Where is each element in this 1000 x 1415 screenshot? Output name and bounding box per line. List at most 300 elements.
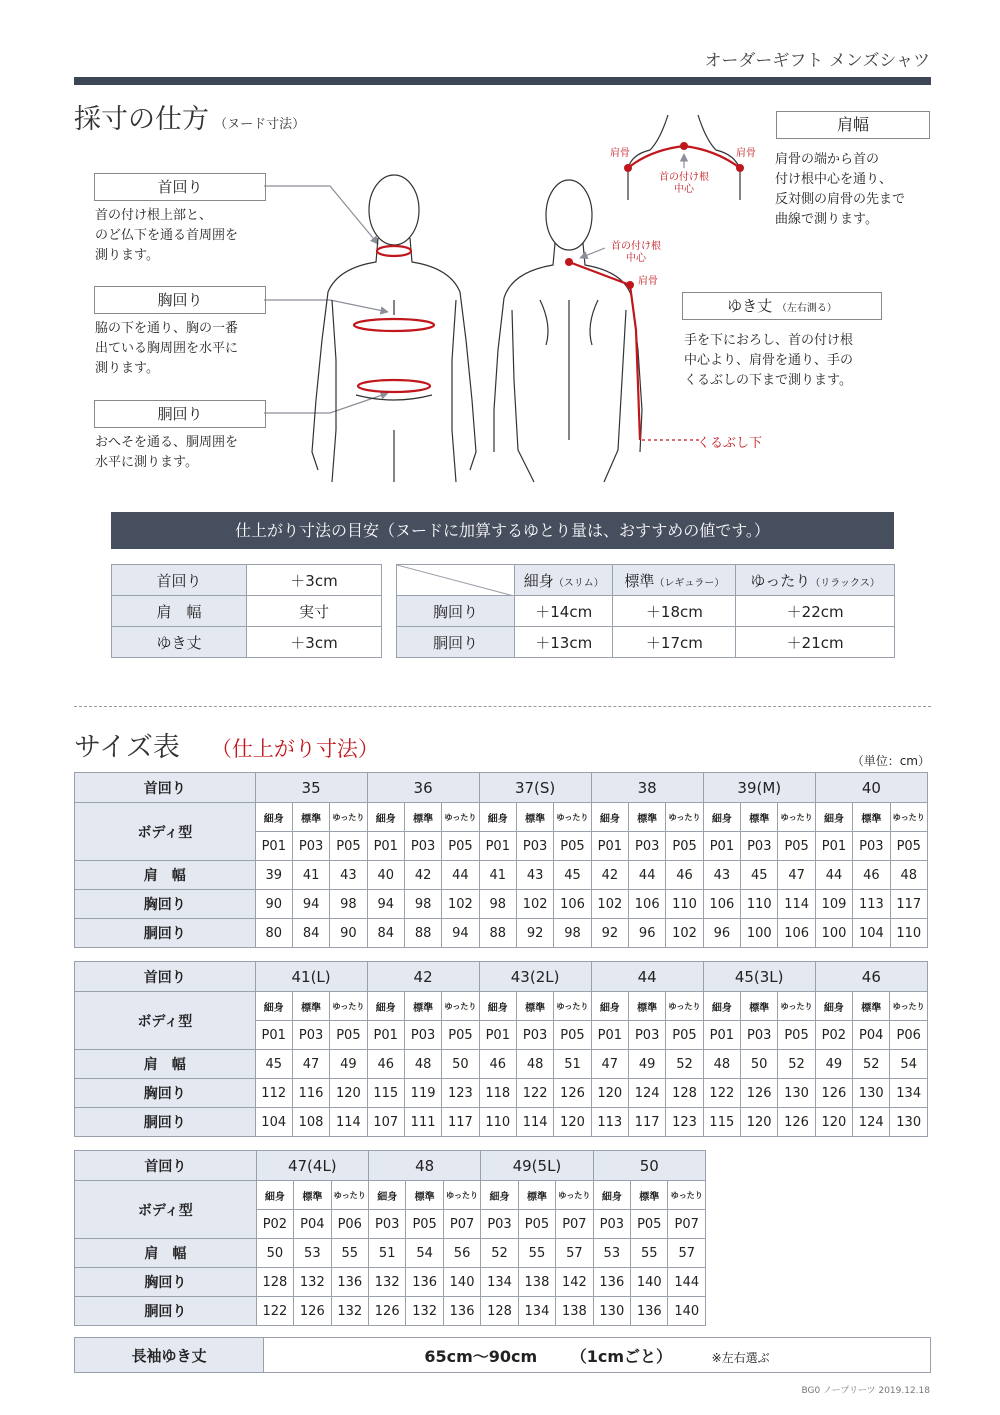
size-header: 43(2L) [479,962,591,992]
waist-value-cell: 132 [331,1297,368,1326]
sleeve-length-row [75,1338,931,1373]
chest-value-cell: 132 [294,1268,331,1297]
body-type-cell: ゆったり [331,1181,368,1210]
waist-value-cell: 138 [556,1297,593,1326]
guide-left-table [111,564,382,658]
waist-value-cell: 130 [593,1297,630,1326]
body-code-cell: P05 [778,1021,815,1050]
measure-subtitle: （ヌード寸法） [214,117,306,132]
size-row-neck [75,773,928,803]
shoulder-value-cell: 57 [556,1239,593,1268]
shoulder-value-cell: 40 [367,861,404,890]
waist-value-cell: 102 [666,919,703,948]
body-code-cell: P05 [518,1210,555,1239]
chest-value-cell: 128 [256,1268,293,1297]
size-header: 42 [367,962,479,992]
guide-right-cell: ＋17cm [613,627,736,658]
chest-label-box: 胸回り [94,286,266,314]
shoulder-value-cell: 43 [516,861,553,890]
shoulder-value-cell: 52 [778,1050,815,1079]
shoulder-value-cell: 43 [703,861,740,890]
neck-desc-line: のど仏下を通る首周囲を [95,228,239,243]
body-type-cell: 標準 [294,1181,331,1210]
body-type-cell: 細身 [368,1181,405,1210]
shoulder-value-cell: 53 [593,1239,630,1268]
guide-right-row [397,627,895,658]
body-code-cell: P03 [628,1021,665,1050]
neck-center-top-dot [680,142,688,150]
shoulder-value-cell: 49 [628,1050,665,1079]
body-type-cell: 細身 [703,803,740,832]
shoulder-value-cell: 48 [890,861,927,890]
body-type-cell: 細身 [703,992,740,1021]
neck-center-dot [565,258,573,266]
body-code-cell: P07 [668,1210,706,1239]
waist-desc-line: 水平に測ります。 [95,455,198,470]
shoulder-value-cell: 52 [481,1239,518,1268]
body-type-cell: ゆったり [666,992,703,1021]
body-code-cell: P01 [479,1021,516,1050]
chest-value-cell: 126 [815,1079,852,1108]
chest-value-cell: 130 [778,1079,815,1108]
size-row-label: 胸回り [75,890,256,919]
shoulder-left-dot [624,164,632,172]
size-row-label: 胸回り [75,1268,257,1297]
body-figures-illustration [0,0,1000,500]
body-code-cell: P06 [331,1210,368,1239]
body-code-cell: P01 [591,1021,628,1050]
body-type-cell: 標準 [853,803,890,832]
sleeve-length-note: ※左右選ぶ [711,1350,770,1365]
waist-value-cell: 100 [815,919,852,948]
guide-row-value: ＋3cm [247,565,382,596]
waist-value-cell: 107 [367,1108,404,1137]
shoulder-value-cell: 55 [518,1239,555,1268]
shoulder-value-cell: 57 [668,1239,706,1268]
chest-value-cell: 132 [368,1268,405,1297]
sleeve-label-note: （左右測る） [776,303,837,314]
guide-row [112,627,382,658]
waist-value-cell: 114 [516,1108,553,1137]
chest-value-cell: 140 [443,1268,480,1297]
shoulder-value-cell: 46 [853,861,890,890]
size-row-chest [75,890,928,919]
body-type-cell: 標準 [516,803,553,832]
chest-value-cell: 134 [481,1268,518,1297]
body-type-cell: 標準 [629,803,666,832]
body-type-cell: ゆったり [778,992,815,1021]
guide-col-regular [613,565,736,596]
size-title: サイズ表 [74,732,180,763]
body-type-cell: ゆったり [556,1181,593,1210]
chest-value-cell: 124 [628,1079,665,1108]
body-type-cell: 標準 [628,992,665,1021]
chest-value-cell: 140 [631,1268,668,1297]
body-type-cell: ゆったり [554,992,591,1021]
shoulder-bone-left-label: 肩骨 [610,148,630,159]
body-code-cell: P03 [629,832,666,861]
body-type-cell: 細身 [815,803,852,832]
chest-value-cell: 119 [404,1079,441,1108]
waist-value-cell: 94 [442,919,479,948]
body-code-cell: P03 [368,1210,405,1239]
waist-pointer-line [264,393,388,413]
size-header: 37(S) [479,773,591,803]
size-table [74,772,928,948]
waist-value-cell: 92 [591,919,628,948]
body-type-cell: 標準 [292,803,329,832]
shoulder-value-cell: 54 [406,1239,443,1268]
shoulder-value-cell: 39 [255,861,292,890]
size-header: 44 [591,962,703,992]
sleeve-length-value [264,1338,931,1373]
size-header: 41(L) [255,962,367,992]
shoulder-value-cell: 50 [442,1050,479,1079]
waist-value-cell: 122 [256,1297,293,1326]
chest-value-cell: 136 [593,1268,630,1297]
chest-value-cell: 116 [292,1079,329,1108]
chest-value-cell: 120 [330,1079,367,1108]
body-type-cell: 細身 [367,992,404,1021]
body-code-cell: P07 [443,1210,480,1239]
neck-label-box: 首回り [94,173,266,201]
shoulder-desc-line: 肩骨の端から首の [775,152,880,167]
body-code-cell: P06 [890,1021,928,1050]
sleeve-desc-line: くるぶしの下まで測ります。 [684,373,852,388]
guide-right-header-row [397,565,895,596]
guide-banner: 仕上がり寸法の目安（ヌードに加算するゆとり量は、おすすめの値です。） [111,512,894,549]
shoulder-value-cell: 44 [442,861,479,890]
size-header: 49(5L) [481,1151,593,1181]
body-code-cell: P03 [292,1021,329,1050]
body-type-cell: ゆったり [778,803,815,832]
guide-right-row-label: 胴回り [397,627,515,658]
waist-value-cell: 132 [406,1297,443,1326]
guide-corner-cell [397,565,515,596]
diagonal-line [397,565,514,596]
waist-value-cell: 124 [853,1108,890,1137]
body-code-cell: P05 [330,832,367,861]
body-code-cell: P03 [593,1210,630,1239]
sleeve-length-range: 65cm〜90cm [424,1346,538,1366]
size-row-label: 胴回り [75,919,256,948]
size-row-waist [75,1108,928,1137]
waist-value-cell: 126 [778,1108,815,1137]
chest-value-cell: 102 [442,890,479,919]
shoulder-value-cell: 44 [815,861,852,890]
waist-value-cell: 84 [292,919,329,948]
body-code-cell: P05 [666,1021,703,1050]
chest-value-cell: 136 [406,1268,443,1297]
waist-value-cell: 128 [481,1297,518,1326]
body-code-cell: P01 [367,832,404,861]
size-row-label: 首回り [75,962,256,992]
size-row-chest [75,1079,928,1108]
col-main: 細身 [523,571,554,590]
body-code-cell: P01 [479,832,516,861]
col-sub: （スリム） [553,577,604,589]
size-header: 50 [593,1151,705,1181]
waist-value-cell: 98 [554,919,591,948]
body-code-cell: P01 [255,1021,292,1050]
body-type-cell: 細身 [256,1181,293,1210]
waist-value-cell: 136 [631,1297,668,1326]
chest-value-cell: 109 [815,890,852,919]
shoulder-value-cell: 42 [591,861,628,890]
shoulder-value-cell: 52 [853,1050,890,1079]
waist-value-cell: 96 [703,919,740,948]
size-row-shoulder [75,1239,706,1268]
shoulder-value-cell: 49 [815,1050,852,1079]
neck-desc-line: 測ります。 [95,248,159,263]
chest-value-cell: 122 [516,1079,553,1108]
chest-value-cell: 98 [404,890,441,919]
waist-value-cell: 123 [666,1108,703,1137]
guide-row-value: ＋3cm [247,627,382,658]
body-code-cell: P02 [256,1210,293,1239]
chest-value-cell: 94 [292,890,329,919]
shoulder-value-cell: 41 [292,861,329,890]
body-code-cell: P01 [591,832,628,861]
neck-center-top-label [648,172,720,196]
body-type-cell: 細身 [479,803,516,832]
guide-row-label: 肩 幅 [112,596,247,627]
size-row-label: 肩 幅 [75,1239,257,1268]
waist-value-cell: 106 [778,919,815,948]
chest-value-cell: 98 [479,890,516,919]
shoulder-value-cell: 47 [292,1050,329,1079]
size-header: 40 [815,773,927,803]
body-type-cell: ゆったり [443,1181,480,1210]
body-type-cell: 標準 [518,1181,555,1210]
chest-value-cell: 106 [554,890,591,919]
body-type-cell: 標準 [292,992,329,1021]
chest-value-cell: 126 [741,1079,778,1108]
size-row-label: 肩 幅 [75,1050,256,1079]
chest-value-cell: 122 [703,1079,740,1108]
front-body-figure [312,175,476,482]
chest-value-cell: 144 [668,1268,706,1297]
guide-row [112,596,382,627]
size-row-label: 首回り [75,1151,257,1181]
waist-value-cell: 113 [591,1108,628,1137]
size-table [74,961,928,1137]
shoulder-label-box: 肩幅 [776,111,930,139]
waist-value-cell: 120 [815,1108,852,1137]
wrist-label: くるぶし下 [697,436,763,451]
body-code-cell: P03 [404,832,441,861]
shoulder-desc-line: 曲線で測ります。 [775,212,878,227]
chest-value-cell: 94 [367,890,404,919]
body-code-cell: P05 [554,1021,591,1050]
neck-center-back-line: 中心 [626,253,646,264]
body-code-cell: P04 [853,1021,890,1050]
waist-value-cell: 136 [443,1297,480,1326]
body-code-cell: P03 [481,1210,518,1239]
shoulder-value-cell: 55 [331,1239,368,1268]
sleeve-length-table [74,1337,931,1373]
waist-value-cell: 110 [890,919,927,948]
shoulder-value-cell: 48 [516,1050,553,1079]
waist-value-cell: 92 [516,919,553,948]
chest-measure-ring [354,319,434,331]
body-type-cell: 標準 [516,992,553,1021]
sleeve-label: ゆき丈 [727,297,773,315]
shoulder-value-cell: 50 [256,1239,293,1268]
waist-value-cell: 104 [853,919,890,948]
chest-value-cell: 113 [853,890,890,919]
shoulder-value-cell: 41 [479,861,516,890]
waist-value-cell: 120 [741,1108,778,1137]
body-type-cell: 標準 [404,803,441,832]
neck-center-back-label [600,241,672,265]
neck-pointer-line [264,186,378,244]
shoulder-value-cell: 44 [629,861,666,890]
guide-row-label: ゆき丈 [112,627,247,658]
chest-desc-line: 出ている胸周囲を水平に [95,341,239,356]
shoulder-value-cell: 51 [368,1239,405,1268]
shoulder-value-cell: 46 [479,1050,516,1079]
chest-value-cell: 130 [853,1079,890,1108]
shoulder-value-cell: 43 [330,861,367,890]
chest-desc-line: 脇の下を通り、胸の一番 [95,321,239,336]
shoulder-value-cell: 46 [367,1050,404,1079]
size-row-waist [75,919,928,948]
chest-value-cell: 115 [367,1079,404,1108]
waist-value-cell: 104 [255,1108,292,1137]
body-code-cell: P04 [294,1210,331,1239]
waist-value-cell: 108 [292,1108,329,1137]
body-type-cell: ゆったり [442,803,479,832]
body-type-cell: ゆったり [890,803,927,832]
waist-desc-line: おへそを通る、胴周囲を [95,435,239,450]
size-row-label: 胴回り [75,1297,257,1326]
chest-value-cell: 134 [890,1079,928,1108]
chest-value-cell: 98 [330,890,367,919]
waist-value-cell: 90 [330,919,367,948]
guide-right-row [397,596,895,627]
shoulder-right-dot [736,164,744,172]
body-type-cell: ゆったり [890,992,928,1021]
size-row-label: ボディ型 [75,803,256,861]
waist-value-cell: 134 [518,1297,555,1326]
shoulder-bone-right-label: 肩骨 [736,148,756,159]
size-row-label: ボディ型 [75,1181,257,1239]
col-main: ゆったり [750,571,811,590]
body-type-cell: ゆったり [668,1181,706,1210]
waist-value-cell: 100 [741,919,778,948]
body-code-cell: P01 [255,832,292,861]
size-row-label: 胴回り [75,1108,256,1137]
body-code-cell: P03 [292,832,329,861]
back-body-figure [494,180,642,482]
size-row-types [75,1181,706,1210]
guide-col-slim [515,565,613,596]
shoulder-value-cell: 42 [404,861,441,890]
body-code-cell: P05 [442,1021,479,1050]
body-code-cell: P07 [556,1210,593,1239]
shoulder-value-cell: 53 [294,1239,331,1268]
waist-value-cell: 84 [367,919,404,948]
size-row-shoulder [75,861,928,890]
body-type-cell: ゆったり [666,803,703,832]
chest-value-cell: 114 [778,890,815,919]
chest-value-cell: 126 [554,1079,591,1108]
section-separator [74,706,931,707]
body-code-cell: P05 [554,832,591,861]
body-code-cell: P01 [367,1021,404,1050]
shoulder-value-cell: 45 [255,1050,292,1079]
size-header: 45(3L) [703,962,815,992]
chest-value-cell: 110 [666,890,703,919]
waist-value-cell: 126 [294,1297,331,1326]
sleeve-desc-line: 手を下におろし、首の付け根 [684,333,854,348]
chest-value-cell: 110 [741,890,778,919]
waist-value-cell: 110 [479,1108,516,1137]
chest-desc-line: 測ります。 [95,361,159,376]
shoulder-value-cell: 54 [890,1050,928,1079]
size-header: 48 [368,1151,480,1181]
chest-value-cell: 120 [591,1079,628,1108]
col-sub: （レギュラー） [654,577,725,589]
neck-center-top-line: 中心 [674,184,694,195]
guide-row-label: 首回り [112,565,247,596]
neck-measure-ring [377,246,411,256]
unit-label: （単位：cm） [851,754,930,768]
shoulder-value-cell: 55 [631,1239,668,1268]
shoulder-value-cell: 48 [404,1050,441,1079]
body-type-cell: 細身 [367,803,404,832]
chest-value-cell: 102 [591,890,628,919]
chest-value-cell: 106 [703,890,740,919]
guide-right-cell: ＋18cm [613,596,736,627]
size-header: 35 [255,773,367,803]
body-type-cell: 細身 [481,1181,518,1210]
shoulder-value-cell: 49 [330,1050,367,1079]
guide-right-cell: ＋13cm [515,627,613,658]
shoulder-value-cell: 50 [741,1050,778,1079]
shoulder-desc-line: 反対側の肩骨の先まで [775,192,906,207]
waist-value-cell: 114 [330,1108,367,1137]
chest-value-cell: 112 [255,1079,292,1108]
body-code-cell: P01 [703,1021,740,1050]
body-type-cell: 細身 [255,803,292,832]
body-type-cell: 標準 [741,992,778,1021]
waist-value-cell: 117 [628,1108,665,1137]
col-sub: （リラックス） [810,577,880,589]
waist-value-cell: 130 [890,1108,928,1137]
shoulder-value-cell: 47 [591,1050,628,1079]
guide-right-cell: ＋22cm [736,596,895,627]
size-row-neck [75,962,928,992]
size-header: 36 [367,773,479,803]
waist-value-cell: 140 [668,1297,706,1326]
chest-value-cell: 128 [666,1079,703,1108]
body-type-cell: 細身 [593,1181,630,1210]
sleeve-length-label: 長袖ゆき丈 [75,1338,264,1373]
body-code-cell: P05 [666,832,703,861]
body-code-cell: P05 [778,832,815,861]
shoulder-value-cell: 56 [443,1239,480,1268]
waist-value-cell: 88 [479,919,516,948]
body-code-cell: P05 [406,1210,443,1239]
neck-center-back-line: 首の付け根 [611,241,661,252]
size-row-waist [75,1297,706,1326]
chest-value-cell: 136 [331,1268,368,1297]
shoulder-value-cell: 45 [554,861,591,890]
body-code-cell: P01 [815,832,852,861]
body-code-cell: P03 [404,1021,441,1050]
